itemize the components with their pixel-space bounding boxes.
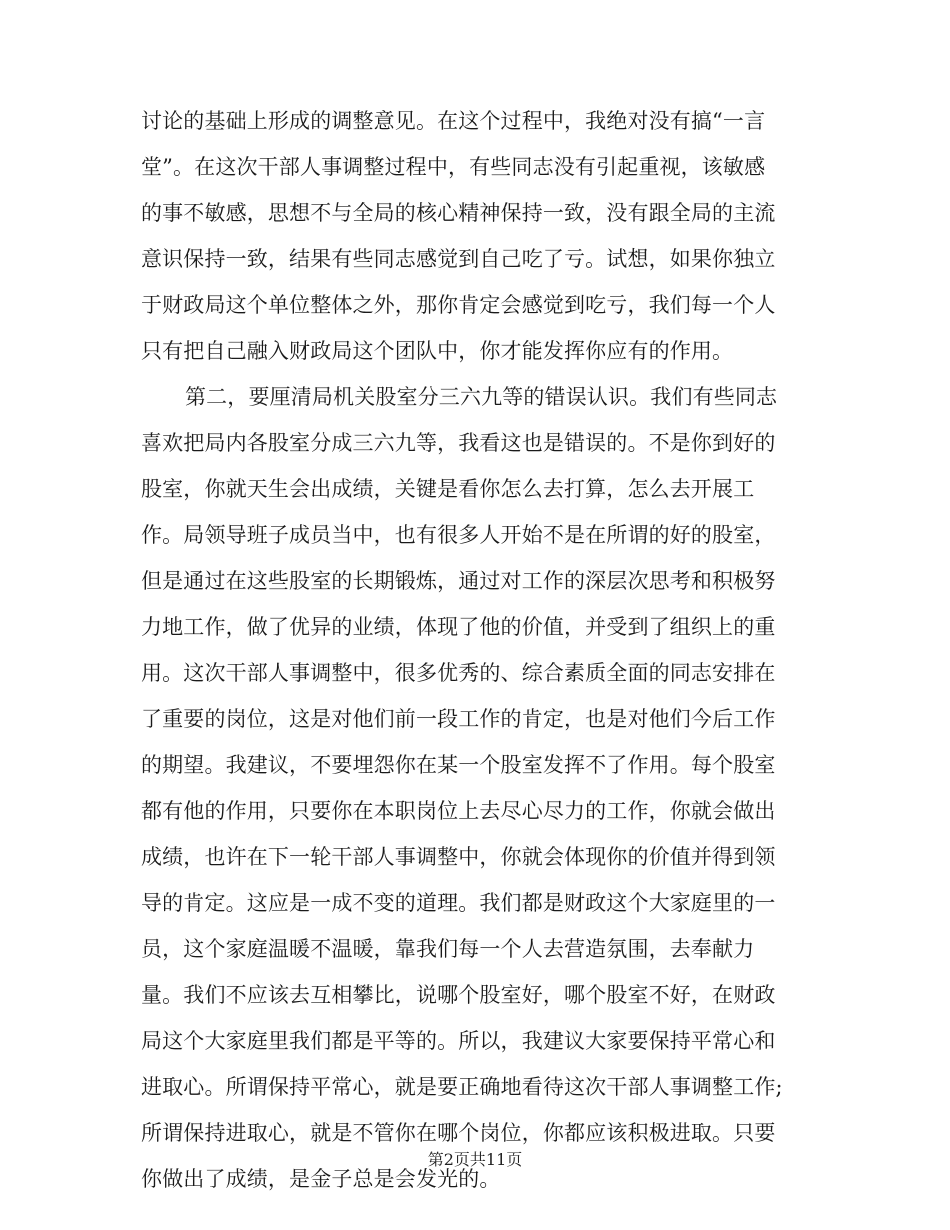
text-line: 讨论的基础上形成的调整意见。在这个过程中，我绝对没有搞“一言 — [141, 109, 766, 133]
text-line: 进取心。所谓保持平常心，就是要正确地看待这次干部人事调整工作; — [141, 1075, 783, 1099]
page-number-footer: 第2页共11页 — [427, 1150, 523, 1169]
text-line: 的期望。我建议，不要埋怨你在某一个股室发挥不了作用。每个股室 — [141, 753, 776, 777]
text-line: 只有把自己融入财政局这个团队中，你才能发挥你应有的作用。 — [141, 339, 734, 363]
body-text — [141, 98, 806, 1202]
text-line: 第二，要厘清局机关股室分三六九等的错误认识。我们有些同志 — [185, 385, 778, 409]
text-line: 的事不敏感，思想不与全局的核心精神保持一致，没有跟全局的主流 — [141, 201, 776, 225]
text-line: 用。这次干部人事调整中，很多优秀的、综合素质全面的同志安排在 — [141, 661, 776, 685]
text-line: 作。局领导班子成员当中，也有很多人开始不是在所谓的好的股室， — [141, 523, 776, 547]
text-line: 所谓保持进取心，就是不管你在哪个岗位，你都应该积极进取。只要 — [141, 1121, 776, 1145]
text-line: 力地工作，做了优异的业绩，体现了他的价值，并受到了组织上的重 — [141, 615, 776, 639]
text-line: 但是通过在这些股室的长期锻炼，通过对工作的深层次思考和积极努 — [141, 569, 776, 593]
paragraph-1 — [141, 98, 806, 374]
text-line: 你做出了成绩，是金子总是会发光的。 — [141, 1167, 501, 1191]
text-line: 导的肯定。这应是一成不变的道理。我们都是财政这个大家庭里的一 — [141, 891, 776, 915]
text-line: 员，这个家庭温暖不温暖，靠我们每一个人去营造氛围，去奉献力 — [141, 937, 755, 961]
text-line: 喜欢把局内各股室分成三六九等，我看这也是错误的。不是你到好的 — [141, 431, 776, 455]
text-line: 量。我们不应该去互相攀比，说哪个股室好，哪个股室不好，在财政 — [141, 983, 776, 1007]
text-line: 成绩，也许在下一轮干部人事调整中，你就会体现你的价值并得到领 — [141, 845, 776, 869]
paragraph-2 — [141, 374, 806, 1202]
text-line: 股室，你就天生会出成绩，关键是看你怎么去打算，怎么去开展工 — [141, 477, 755, 501]
text-line: 意识保持一致，结果有些同志感觉到自己吃了亏。试想，如果你独立 — [141, 247, 776, 271]
text-line: 于财政局这个单位整体之外，那你肯定会感觉到吃亏，我们每一个人 — [141, 293, 776, 317]
text-line: 了重要的岗位，这是对他们前一段工作的肯定，也是对他们今后工作 — [141, 707, 776, 731]
text-line: 局这个大家庭里我们都是平等的。所以，我建议大家要保持平常心和 — [141, 1029, 776, 1053]
text-line: 都有他的作用，只要你在本职岗位上去尽心尽力的工作，你就会做出 — [141, 799, 776, 823]
text-line: 堂”。在这次干部人事调整过程中，有些同志没有引起重视，该敏感 — [141, 155, 766, 179]
